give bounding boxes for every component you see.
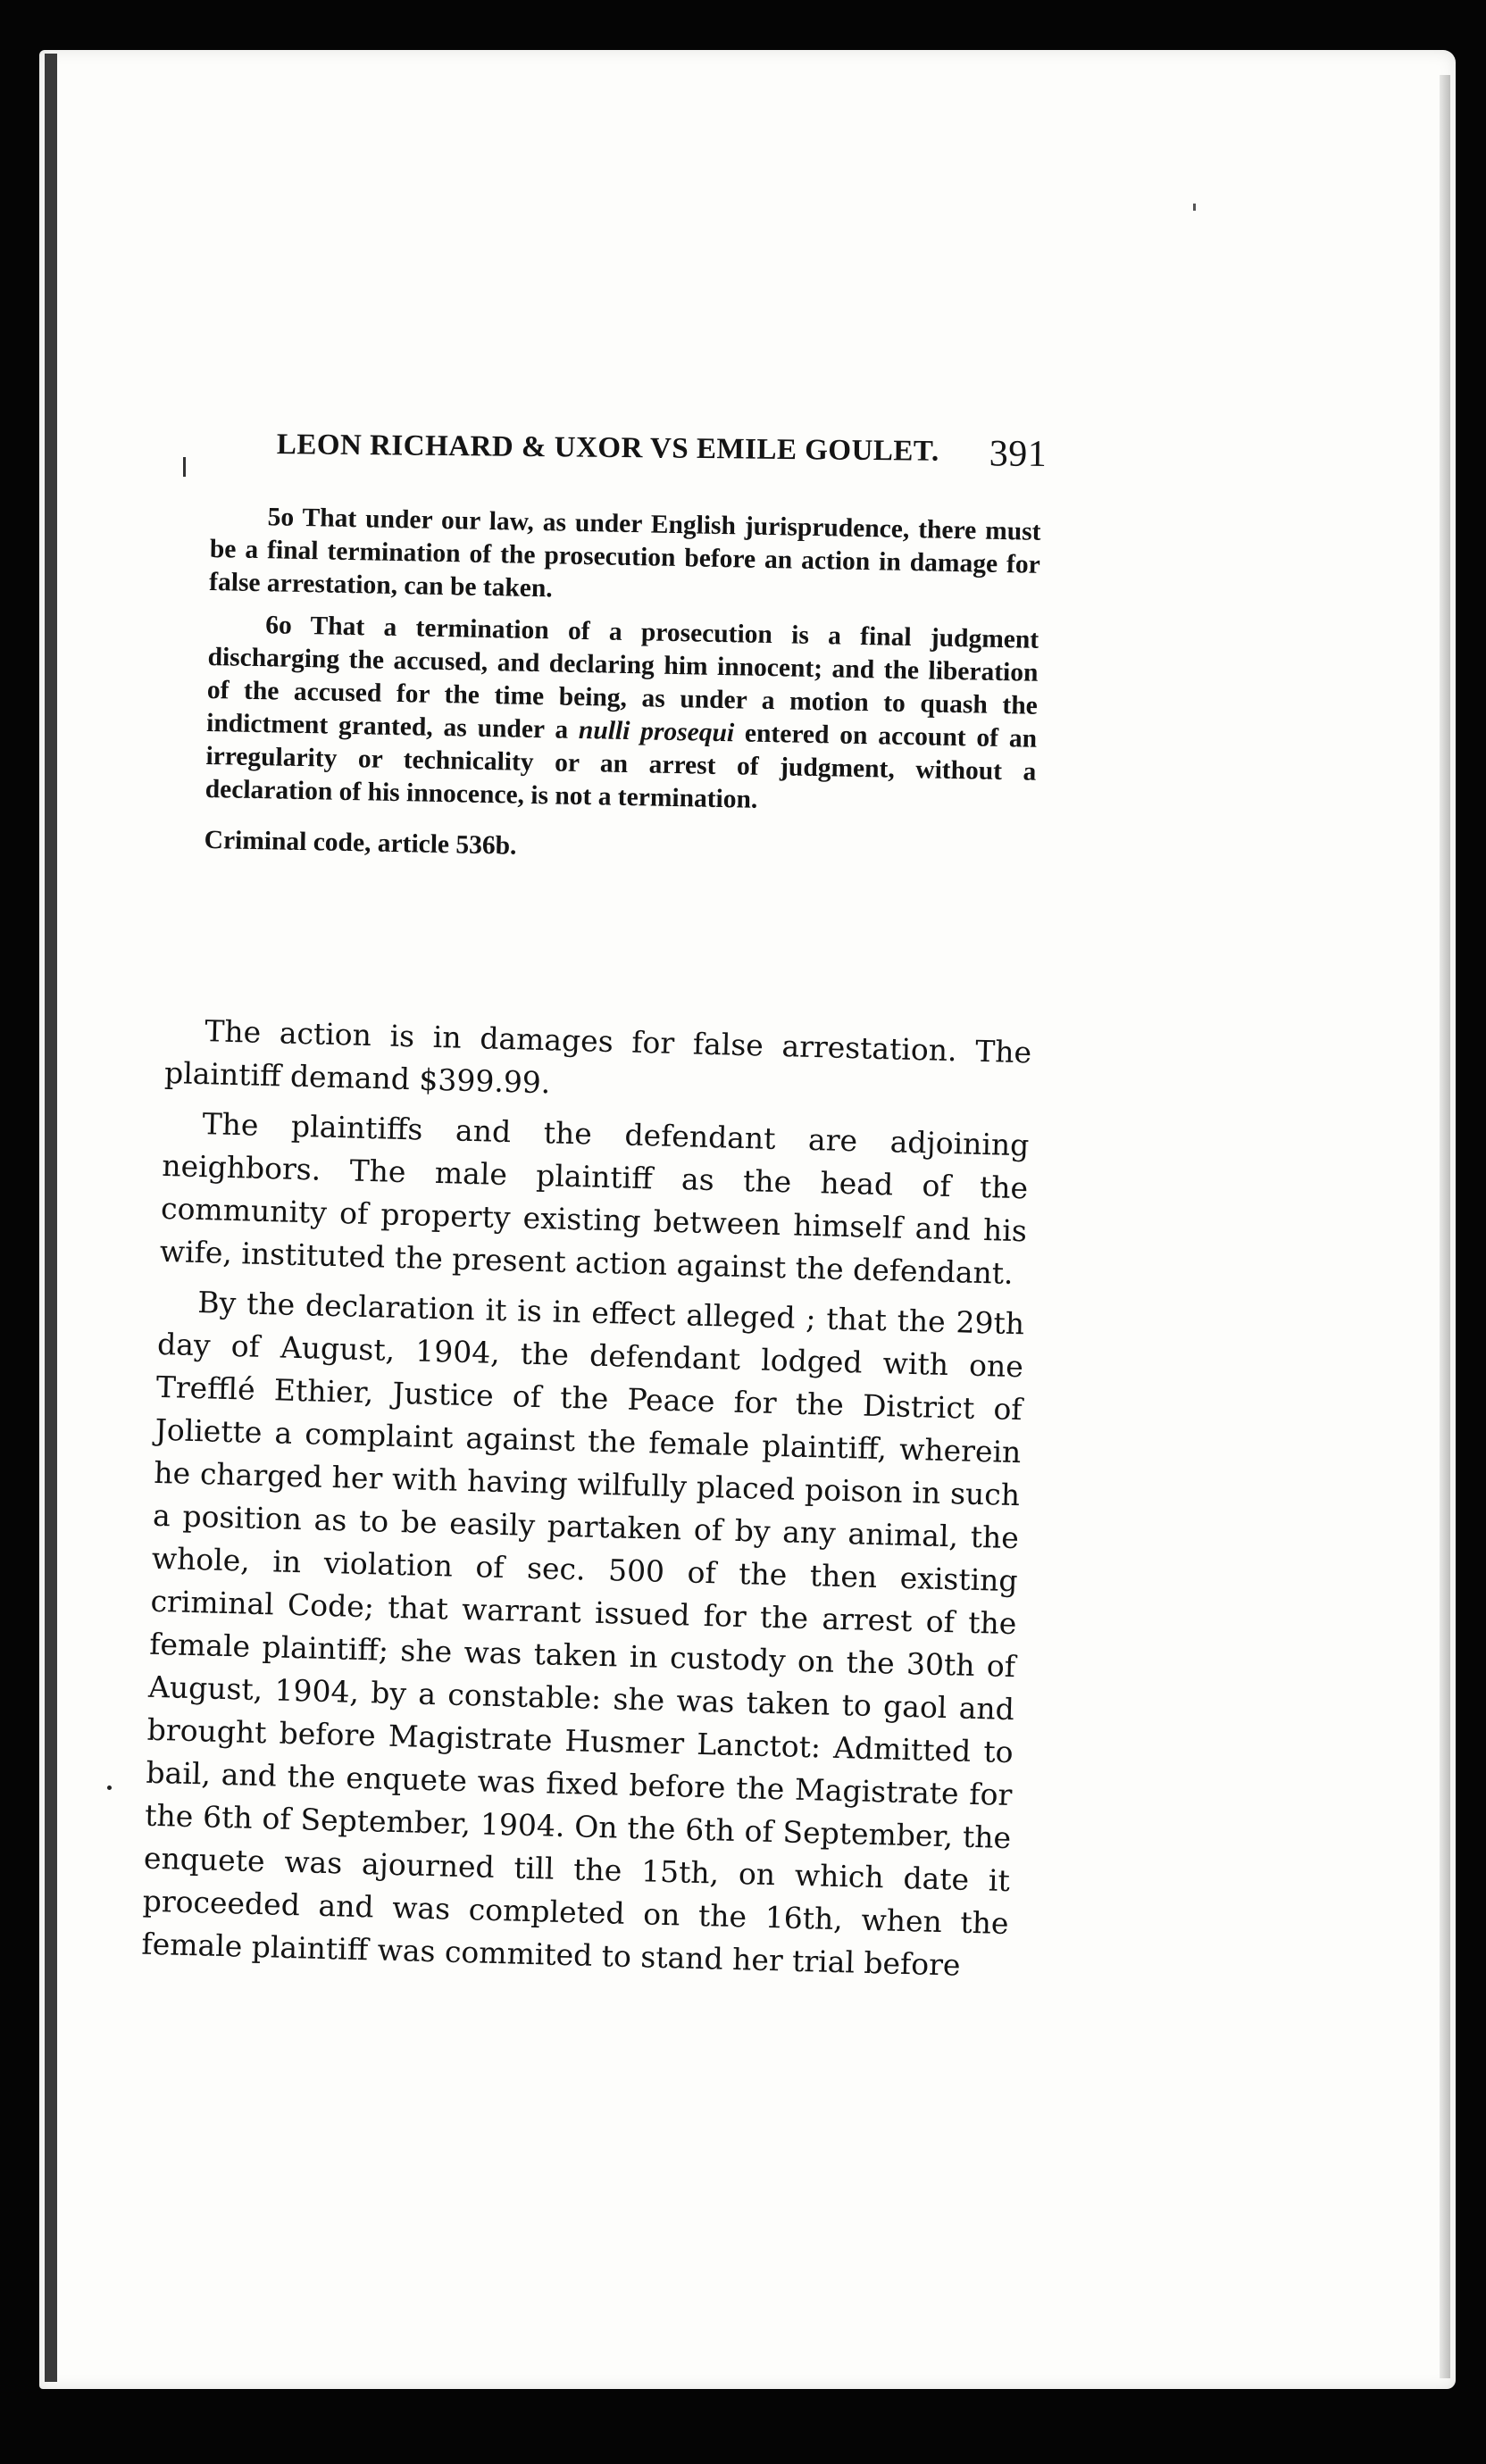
body-paragraph-1: The action is in damages for false arrestation. The plaintiff demand $399.99. <box>163 1013 1032 1101</box>
body-paragraph-3: By the declaration it is in effect alleged ; that the 29th day of August, 1904, the defendant lodged with one Trefflé Ethier, Justice of the Peace for the District of Joliette a complaint against the female plaintiff, wherein he charged her with having wilfully placed poison in such a position as to be easily partaken of by any animal, the whole, in violation of sec. 500 of the then existing criminal Code; that warrant issued for the arrest of the female plaintiff; she was taken in custody on the 30th of August, 1904, by a constable: she was taken to gaol and brought before Magistrate Husmer Lanctot: Admitted to bail, and the enquete was fixed before the Magistrate for the 6th of September, 1904. On the 6th of September, the enquete was ajourned till the 15th, on which date it proceeded and was completed on the 16th, when the female plaintiff was commited to stand her trial before <box>141 1285 1025 1983</box>
headnote-latin-term: nulli prosequi <box>578 715 735 748</box>
statute-reference: Criminal code, article 536b. <box>204 825 517 861</box>
headnote-paragraph-5: 5o That under our law, as under English jurisprudence, there must be a final termination of the prosecution before an action in damage for false arrestation, can be taken. <box>208 503 1041 604</box>
headnote-paragraph-6-start: 6o That a termination of a prosecution is a final judgment discharging the accused, and declaring him innocent; and the liberation of the accused for the time being, as under a motion to quash the indictment granted, as under a <box>205 611 1039 745</box>
headnote <box>204 500 1041 882</box>
page-number: 391 <box>989 433 1048 476</box>
body-paragraph-2: The plaintiffs and the defendant are adjoining neighbors. The male plaintiff as the head of the community of property existing between himself and his wife, instituted the present action against the defendant. <box>159 1106 1030 1291</box>
headnote-paragraph-6 <box>205 608 1039 822</box>
running-head <box>276 429 1048 476</box>
margin-mark <box>183 457 186 477</box>
body-text <box>141 1009 1032 1995</box>
running-head-title: LEON RICHARD & UXOR VS EMILE GOULET. <box>276 429 939 468</box>
margin-dot <box>107 1786 112 1790</box>
headnote-paragraph-6-end: entered on account of an irregularity or technicality or an arrest of judgment, without a declaration of his innocence, is not a termination. <box>205 719 1038 814</box>
paper-speck <box>1193 204 1196 211</box>
